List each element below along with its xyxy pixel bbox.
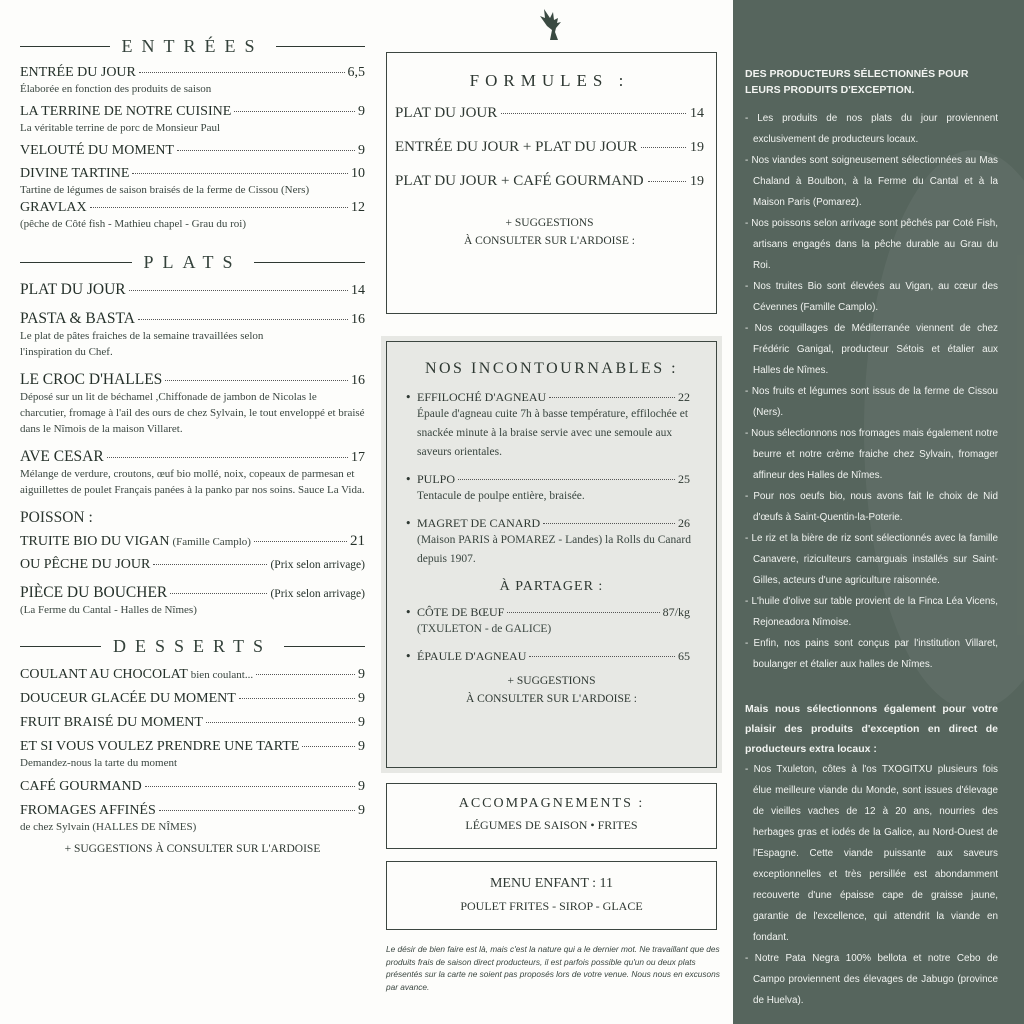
dot-leader [165,380,348,381]
list-item: - Nos fruits et légumes sont issus de la ferme de Cissou (Ners). [745,386,998,418]
dot-leader [302,746,355,747]
desserts-list [20,667,365,855]
partager-title: À PARTAGER : [499,579,604,594]
plats-header [20,252,365,273]
item-price: 9 [358,104,365,119]
bullet-icon: • [405,606,412,619]
item-price: 16 [351,312,365,327]
item-name: LE CROC D'HALLES [20,371,163,388]
dot-leader [239,698,355,699]
desserts-header [20,636,365,657]
list-item: - Nos truites Bio sont élevées au Vigan, au cœur des Cévennes (Famille Camplo). [745,281,998,313]
suggestions-line: À CONSULTER SUR L'ARDOISE : [466,693,637,705]
item-name: PASTA & BASTA [20,310,135,327]
menu-item [20,739,365,771]
list-item: - Nos coquillages de Méditerranée viennent de chez Frédéric Ganigal, producteur Sétois et étalier aux Halles de Nîmes. [745,323,998,376]
dot-leader [107,457,348,458]
item-price: 12 [351,200,365,215]
item-description: de chez Sylvain (HALLES DE NÎMES) [20,821,197,833]
item-description: (pêche de Côté fish - Mathieu chapel - Grau du roi) [20,218,247,230]
dot-leader [234,111,355,112]
menu-item [405,516,702,569]
dot-leader [177,150,355,151]
item-name: PIÈCE DU BOUCHER [20,584,168,601]
dot-leader [153,564,267,565]
menu-item [20,584,365,618]
item-name: VELOUTÉ DU MOMENT [20,143,174,158]
section-title-plats: PLATS [143,252,242,272]
item-price: 9 [358,667,365,682]
bullet-icon: • [405,650,412,663]
dot-leader [139,72,345,73]
menu-enfant-text: POULET FRITES - SIROP - GLACE [460,899,643,913]
suggestions-line: À CONSULTER SUR L'ARDOISE : [464,235,635,247]
section-title-desserts: DESSERTS [113,636,272,656]
item-name: AVE CESAR [20,448,104,465]
menu-item [20,143,365,159]
menu-item [20,448,365,498]
extra-locaux-title: Mais nous sélectionnons également pour votre plaisir des produits d'exception en direct de producteurs extra locaux : [745,703,998,755]
item-name: CAFÉ GOURMAND [20,779,142,794]
item-description: La véritable terrine de porc de Monsieur Paul [20,122,221,134]
accompagnements-box [386,783,717,849]
list-item: - Nos viandes sont soigneusement sélectionnées au Mas Chaland à Boulbon, à la Ferme du Cantal et à la Maison Paris (Pomarez). [745,155,998,208]
item-description: Épaule d'agneau cuite 7h à basse température, effilochée et snackée minute à la braise servie avec une semoule aux saveurs orientales. [417,408,689,458]
menu-item [20,691,365,707]
item-name: FROMAGES AFFINÉS [20,803,156,818]
dot-leader [543,523,675,524]
menu-enfant-title: MENU ENFANT : 11 [489,876,614,891]
menu-item [405,605,702,639]
divider [254,262,366,263]
item-price: 87/kg [662,605,690,619]
formules-box [386,52,717,314]
plats-list [20,281,365,618]
formule-price: 14 [690,106,704,121]
extra-locaux-list [745,759,998,1011]
dot-leader [256,674,355,675]
producteurs-panel [733,0,1024,1024]
item-description: Mélange de verdure, croutons, œuf bio mollé, noix, copeaux de parmesan et aiguillettes de poulet Français panées à la panko par nos soins. Sauce La Vida. [20,468,365,496]
item-name: OU PÊCHE DU JOUR [20,557,151,572]
list-item: - Enfin, nos pains sont conçus par l'institution Villaret, boulanger et étalier aux halles de Nîmes. [745,638,998,670]
divider [276,46,366,47]
formule-name: ENTRÉE DU JOUR + PLAT DU JOUR [395,139,638,155]
item-name: COULANT AU CHOCOLAT [20,667,188,682]
dot-leader [507,612,659,613]
entrees-list [20,65,365,232]
item-price: 10 [351,166,365,181]
dot-leader [529,656,675,657]
list-item: - Nous sélectionnons nos fromages mais également notre beurre et notre crème fraiche chez Sylvain, fromager affineur des Halles de Nîmes. [745,428,998,481]
item-name: CÔTE DE BŒUF [417,605,505,619]
menu-item [20,715,365,731]
bullet-icon: • [405,473,412,486]
formule-row [395,173,704,190]
item-name: DOUCEUR GLACÉE DU MOMENT [20,691,236,706]
menu-enfant-box [386,861,717,930]
menu-item [20,803,365,835]
bird-logo-icon [536,6,568,42]
menu-item [405,649,702,664]
list-item: - L'huile d'olive sur table provient de la Finca Léa Vicens, Rejoneadora Nîmoise. [745,596,998,628]
item-name: PULPO [417,472,456,486]
dot-leader [458,479,675,480]
item-price: 21 [350,533,365,549]
accompagnements-title: ACCOMPAGNEMENTS : [458,796,645,811]
item-price: 9 [358,779,365,794]
item-price: (Prix selon arrivage) [270,588,365,600]
list-item: - Notre Pata Negra 100% bellota et notre Cebo de Campo proviennent des élevages de Jabugo (province de Huelva). [745,953,998,1006]
dot-leader [138,319,348,320]
incontournables-title: NOS INCONTOURNABLES : [424,360,679,377]
menu-item [20,557,365,573]
dot-leader [170,593,267,594]
item-name: DIVINE TARTINE [20,166,130,181]
item-price: (Prix selon arrivage) [270,559,365,571]
item-description: Élaborée en fonction des produits de saison [20,83,212,95]
entrees-header [20,36,365,57]
item-price: 6,5 [347,65,365,80]
formule-name: PLAT DU JOUR + CAFÉ GOURMAND [395,173,644,189]
item-description: Demandez-nous la tarte du moment [20,757,178,769]
divider [20,46,110,47]
bullet-icon: • [405,391,412,404]
list-item: - Pour nos oeufs bio, nous avons fait le choix de Nid d'œufs à Saint-Quentin-la-Poterie. [745,491,998,523]
item-price: 14 [351,283,365,298]
dot-leader [145,786,355,787]
poisson-heading: POISSON : [20,509,93,526]
formule-row [395,105,704,122]
dot-leader [159,810,355,811]
formule-name: PLAT DU JOUR [395,105,498,121]
divider [284,646,365,647]
menu-item [20,310,365,360]
item-price: 9 [358,739,365,754]
item-name: ET SI VOUS VOULEZ PRENDRE UNE TARTE [20,739,300,754]
formule-price: 19 [690,174,704,189]
menu-item [405,472,702,506]
menu-item [20,779,365,795]
dot-leader [90,207,348,208]
list-item: - Nos poissons selon arrivage sont pêchés par Coté Fish, artisans engagés dans la pêche durable au Grau du Roi. [745,218,998,271]
item-description: (La Ferme du Cantal - Halles de Nîmes) [20,604,197,616]
formule-price: 19 [690,140,704,155]
menu-item [20,104,365,136]
item-description: Tartine de légumes de saison braisés de la ferme de Cissou (Ners) [20,184,310,196]
item-name: MAGRET DE CANARD [417,516,541,530]
dot-leader [641,147,686,148]
menu-item [20,65,365,97]
item-name: LA TERRINE DE NOTRE CUISINE [20,104,232,119]
list-item: - Nos Txuleton, côtes à l'os TXOGITXU plusieurs fois élue meilleure viande du Monde, sont issues d'élevage de vieilles vaches de 12 à 20 ans, nourries des herbages gras et iodés de la Galice, au Nord-Ouest de l'Espagne. Cette viande puissante aux saveurs exceptionnelles et très persillée est abondamment recouverte d'une épaisse cape de graisse jaune, garantie de l'excellence, qui attendrit la viande en fondant. [745,764,998,943]
item-name: PLAT DU JOUR [20,281,126,298]
list-item: - Le riz et la bière de riz sont sélectionnés avec la famille Canavere, riziculteurs camarguais installés sur Saint-Gilles, acteurs d'une agriculture raisonnée. [745,533,998,586]
menu-item [405,390,702,462]
item-price: 9 [358,803,365,818]
item-extra: (Famille Camplo) [172,536,251,548]
item-description: (TXULETON - de GALICE) [417,623,552,635]
accompagnements-text: LÉGUMES DE SAISON • FRITES [465,818,638,832]
item-name: TRUITE BIO DU VIGAN [20,534,170,549]
formule-row [395,139,704,156]
incontournables-box [386,341,717,768]
menu-item [20,667,365,683]
dot-leader [206,722,355,723]
menu-item [20,371,365,437]
item-description: Tentacule de poulpe entière, braisée. [417,490,585,502]
divider [20,262,132,263]
item-description: (Maison PARIS à POMAREZ - Landes) la Rolls du Canard depuis 1907. [417,534,691,565]
suggestions-line: + SUGGESTIONS [505,217,594,229]
item-price: 9 [358,715,365,730]
dot-leader [648,181,686,182]
footnote: Le désir de bien faire est là, mais c'est la nature qui a le dernier mot. Ne travaillant que des produits frais de saison direct producteurs, il est parfois possible qu'un ou deux plats présentés sur la carte ne soient pas proposés lors de votre venue. Nous nous en excusons par avance. [386,944,720,992]
dot-leader [254,541,347,542]
item-name: FRUIT BRAISÉ DU MOMENT [20,715,203,730]
item-price: 22 [678,390,690,404]
item-name: EFFILOCHÉ D'AGNEAU [417,390,547,404]
formules-title: FORMULES : [469,71,630,90]
bullet-icon: • [405,517,412,530]
menu-item [20,281,365,299]
dot-leader [132,173,348,174]
item-price: 17 [351,450,365,465]
menu-item [20,200,365,232]
item-description: Le plat de pâtes fraiches de la semaine travaillées selon l'inspiration du Chef. [20,330,264,358]
item-price: 25 [678,472,690,486]
item-extra: bien coulant... [190,669,254,681]
dot-leader [501,113,686,114]
item-price: 26 [678,516,690,530]
producteurs-title: DES PRODUCTEURS SÉLECTIONNÉS POUR LEURS PRODUITS D'EXCEPTION. [745,68,969,96]
item-description: Déposé sur un lit de béchamel ,Chiffonade de jambon de Nicolas le charcutier, fromage à l'ail des ours de chez Sylvain, le tout enveloppé et braisé dans le Nîmois de la maison Villaret. [20,391,365,435]
item-price: 9 [358,143,365,158]
dot-leader [129,290,348,291]
suggestions-line: + SUGGESTIONS [507,675,596,687]
item-price: 16 [351,373,365,388]
left-menu-column [20,36,365,855]
dot-leader [549,397,675,398]
suggestions-note: + SUGGESTIONS À CONSULTER SUR L'ARDOISE [64,843,321,855]
list-item: - Les produits de nos plats du jour proviennent exclusivement de producteurs locaux. [745,113,998,145]
item-name: GRAVLAX [20,200,87,215]
producteurs-list [745,108,998,675]
menu-item [20,166,365,198]
item-price: 9 [358,691,365,706]
item-name: ENTRÉE DU JOUR [20,65,136,80]
menu-item [20,533,365,550]
divider [20,646,101,647]
section-title-entrees: ENTRÉES [121,36,264,56]
item-price: 65 [678,649,690,663]
item-name: ÉPAULE D'AGNEAU [417,649,527,663]
